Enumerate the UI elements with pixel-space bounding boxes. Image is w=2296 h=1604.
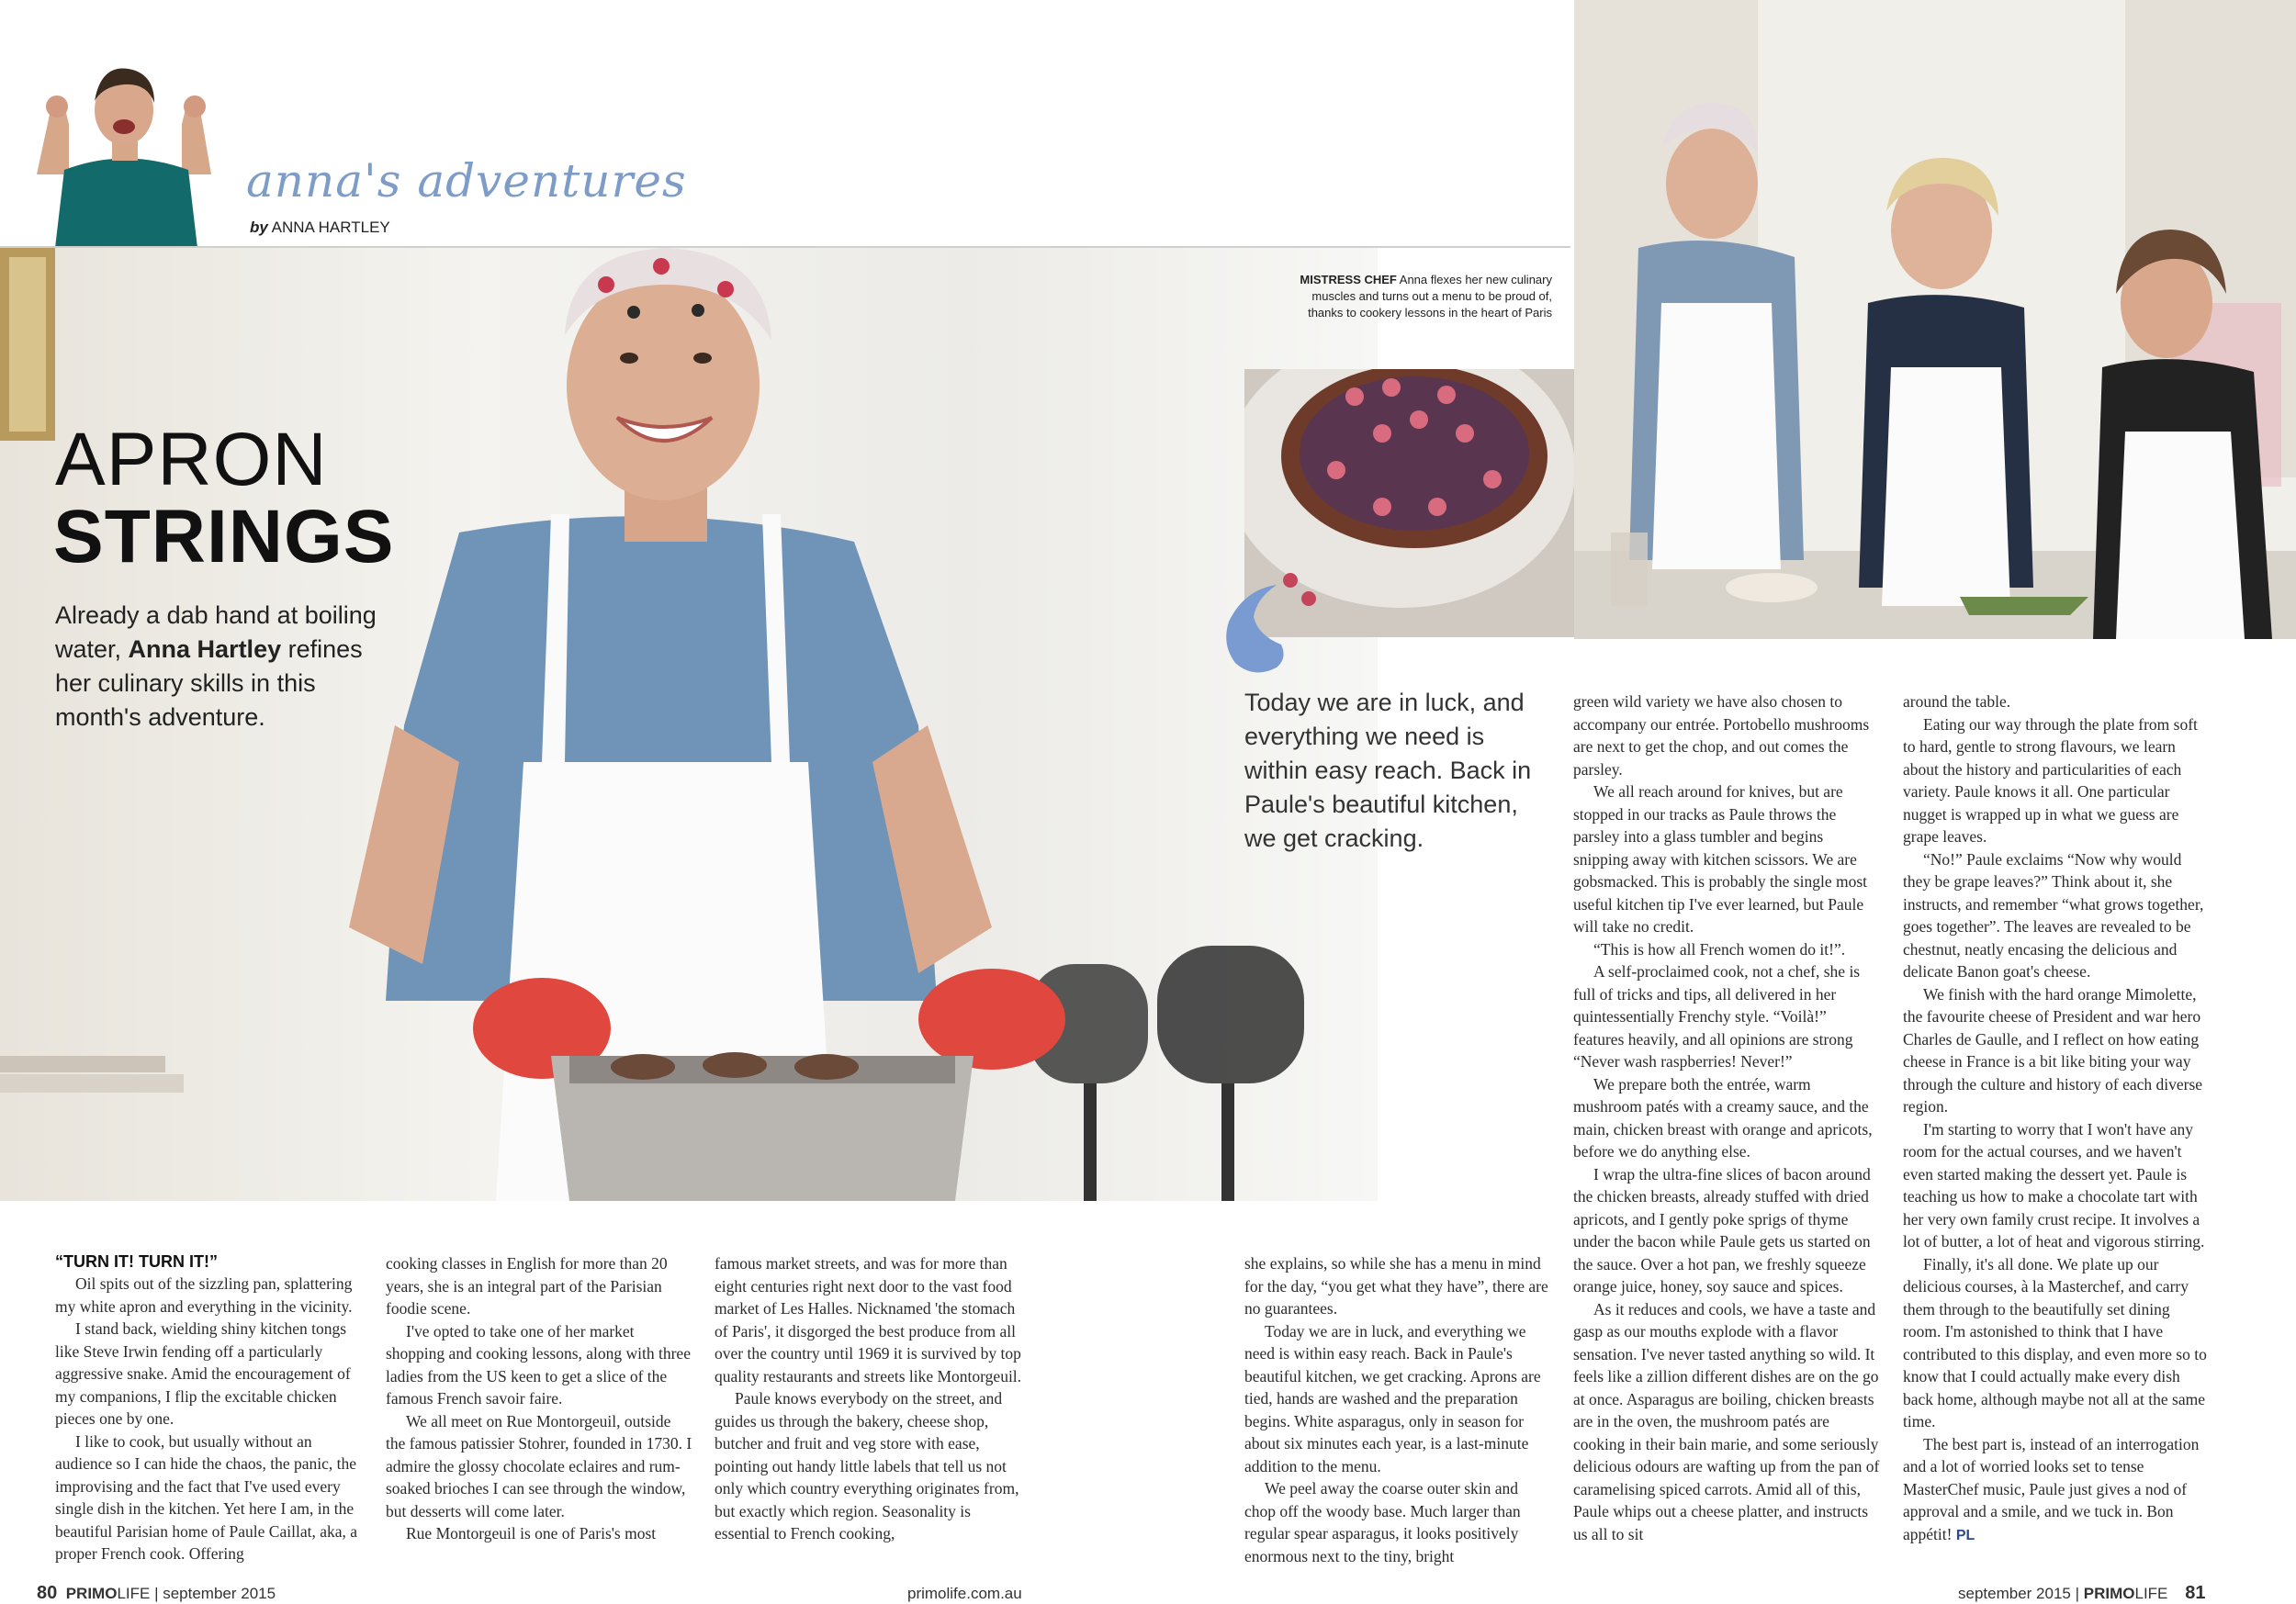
paragraph: We prepare both the entrée, warm mushroom patés with a creamy sauce, and the main, chicken breast with orange and apricots, before we do anything else. (1573, 1074, 1873, 1161)
paragraph: I'm starting to worry that I won't have any room for the actual courses, and we haven't even started making the dessert yet. Paule is teaching us how to make a chocolate tart with her very own family crust recipe. It involves a lot of butter, a lot of heat and vigorous stirring. (1903, 1119, 2205, 1251)
paragraph: “No!” Paule exclaims “Now why would they be grape leaves?” Think about it, she instructs, and remember “what grows together, goes together”. The leaves are revealed to be chestnut, neatly encasing the delicious and delicate Banon goat's cheese. (1903, 849, 2204, 981)
article-column-1 (55, 1251, 372, 1565)
paragraph: A self-proclaimed cook, not a chef, she is full of tricks and tips, all delivered in her quintessentially Frenchy style. “Voilà!” features heavily, and all opinions are strong “Never wash raspberries! Never!” (1573, 962, 1861, 1071)
photo-caption (1286, 272, 1552, 321)
caption-text: Anna flexes her new culinary muscles and turns out a menu to be proud of, thanks to cookery lessons in the heart of Paris (1308, 273, 1552, 320)
paragraph: Paule knows everybody on the street, and guides us through the bakery, cheese shop, butcher and fruit and veg store with ease, pointing out handy little labels that tell us not only which country everything originates from, but exactly which region. Seasonality is essential to French cooking, (715, 1389, 1019, 1542)
article-column-4 (1244, 1252, 1552, 1567)
article-column-5 (1573, 690, 1881, 1545)
paragraph: I like to cook, but usually without an audience so I can hide the chaos, the panic, the improvising and the fact that I've used every single dish in the kitchen. Yet here I am, in the beautiful Parisian home of Paule Caillat, aka, a proper French cook. Offering (55, 1431, 357, 1563)
paragraph: We peel away the coarse outer skin and chop off the woody base. Much larger than regular spear asparagus, it looks positively enormous next to the tiny, bright (1244, 1479, 1521, 1565)
article-column-3 (715, 1252, 1022, 1545)
byline (250, 219, 390, 237)
paragraph: We finish with the hard orange Mimolette, the favourite cheese of President and war hero Charles de Gaulle, and I reflect on how eating cheese in France is a bit like biting your way through the culture and history of each diverse region. (1903, 984, 2203, 1116)
paragraph: I stand back, wielding shiny kitchen tongs like Steve Irwin fending off a particularly aggressive snake. Amid the encouragement of my companions, I flip the excitable chicken pieces one by one. (55, 1319, 351, 1428)
signoff-initials: PL (1955, 1527, 1975, 1543)
standfirst-text-1: Already a dab hand at boiling water, (55, 601, 377, 663)
headline-line-2: STRINGS (53, 495, 395, 578)
paragraph: “This is how all French women do it!”. (1593, 939, 1846, 959)
standfirst (55, 599, 404, 735)
quote-mark-icon (1221, 580, 1295, 681)
footer-brand-bold-left: PRIMO (65, 1585, 118, 1602)
byline-author: ANNA HARTLEY (271, 219, 390, 236)
author-photo (0, 37, 237, 248)
article-column-2 (386, 1252, 693, 1545)
footer-date-right: september 2015 (1958, 1585, 2071, 1602)
standfirst-text-2: refines her culinary skills in this month's adventure. (55, 635, 363, 731)
paragraph: Rue Montorgeuil is one of Paris's most (406, 1524, 657, 1542)
closing-paragraph: The best part is, instead of an interrogation and a lot of worried looks set to tense MasterChef music, Paule just gives a nod of approval and a smile, and we tuck in. Bon appétit! (1903, 1434, 2200, 1543)
column-title: anna's adventures (246, 154, 687, 208)
footer-brand-right: LIFE (2134, 1585, 2168, 1602)
paragraph (1903, 1433, 2211, 1548)
paragraph: We all meet on Rue Montorgeuil, outside the famous patissier Stohrer, founded in 1730. I admire the glossy chocolate eclaires and rum-soaked brioches I can see through the window, but desserts will come later. (386, 1411, 692, 1520)
byline-prefix: by (250, 219, 268, 236)
paragraph: I've opted to take one of her market shopping and cooking lessons, along with three ladies from the US keen to get a slice of the famous French savoir faire. (386, 1321, 691, 1408)
article-column-6 (1903, 690, 2211, 1547)
paragraph: around the table. (1903, 692, 2011, 711)
footer-left: 80 PRIMOLIFE | september 2015 (37, 1583, 276, 1603)
pull-quote: Today we are in luck, and everything we need is within easy reach. Back in Paule's beautiful kitchen, we get cracking. (1244, 689, 1532, 852)
footer-right: september 2015 | PRIMOLIFE 81 (1958, 1583, 2206, 1603)
footer-url[interactable]: primolife.com.au (907, 1585, 1022, 1602)
headline-line-1: APRON (55, 418, 328, 501)
standfirst-name: Anna Hartley (128, 635, 282, 663)
paragraph: green wild variety we have also chosen to accompany our entrée. Portobello mushrooms are next to get the chop, and out comes the parsley. (1573, 692, 1870, 779)
paragraph: cooking classes in English for more than 20 years, she is an integral part of the Parisian foodie scene. (386, 1254, 668, 1318)
paragraph: We all reach around for knives, but are stopped in our tracks as Paule throws the parsley into a glass tumbler and begins snipping away with kitchen scissors. We are gobsmacked. This is probably the single most useful kitchen tip I've ever learned, but Paule will take no credit. (1573, 782, 1867, 936)
paragraph: Finally, it's all done. We plate up our delicious courses, à la Masterchef, and carry them through to the beautifully set dining room. I'm astonished to think that I have contributed to this display, and even more so to know that I could actually make every dish back home, although maybe not all at the same time. (1903, 1254, 2207, 1430)
paragraph: Oil spits out of the sizzling pan, splattering my white apron and everything in the vicinity. (55, 1274, 353, 1316)
paragraph: As it reduces and cools, we have a taste and gasp as our mouths explode with a flavor sensation. I've never tasted anything so wild. It feels like a zillion different dishes are on the go at once. Asparagus are boiling, chicken breasts are in the oven, the mushroom patés are cooking in their bain marie, and some seriously delicious odours are wafting up from the pan of caramelising spiced carrots. Amid all of this, Paule whips out a cheese platter, and instructs us all to sit (1573, 1299, 1880, 1543)
page-number-right: 81 (2185, 1583, 2206, 1603)
paragraph: famous market streets, and was for more than eight centuries right next door to the vast food market of Les Halles. Nicknamed 'the stomach of Paris', it disgorged the best produce from all over the country until 1969 it is survived by top quality restaurants and streets like Montorgeuil. (715, 1254, 1022, 1385)
footer-brand-bold-right: PRIMO (2083, 1585, 2135, 1602)
paragraph: Eating our way through the plate from soft to hard, gentle to strong flavours, we learn about the history and particularities of each variety. Paule knows it all. One particular nugget is wrapped up in what we guess are grape leaves. (1903, 714, 2198, 846)
cooks-photo (1574, 0, 2296, 639)
footer-brand-left: LIFE (117, 1585, 151, 1602)
paragraph: Today we are in luck, and everything we need is within easy reach. Back in Paule's beautiful kitchen, we get cracking. Aprons are tied, hands are washed and the preparation begins. White asparagus, only in season for about six minutes each year, is a last-minute addition to the menu. (1244, 1321, 1541, 1475)
paragraph: I wrap the ultra-fine slices of bacon around the chicken breasts, already stuffed with dried apricots, and I gently poke sprigs of thyme under the bacon while Paule gets us started on the sauce. Over a hot pan, we freshly squeeze orange juice, honey, soy sauce and spices. (1573, 1164, 1871, 1296)
article-subhead: “TURN IT! TURN IT!” (55, 1252, 218, 1271)
paragraph: she explains, so while she has a menu in mind for the day, “you get what they have”, there are no guarantees. (1244, 1254, 1548, 1318)
caption-label: MISTRESS CHEF (1300, 273, 1397, 286)
footer-date-left: september 2015 (163, 1585, 276, 1602)
page-number-left: 80 (37, 1583, 58, 1603)
